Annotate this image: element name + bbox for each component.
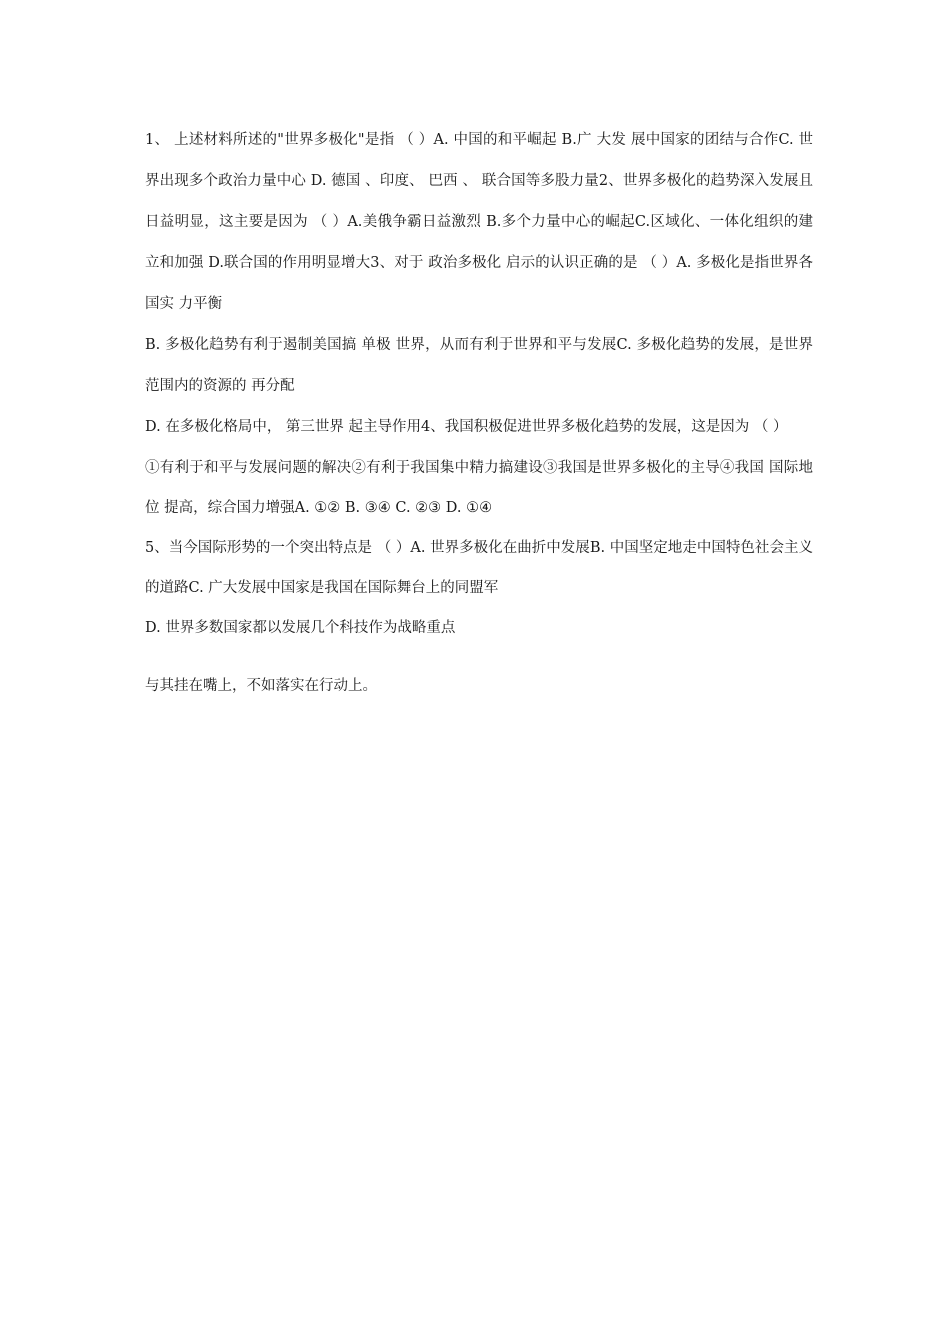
question-5-option-d-paragraph: D. 世界多数国家都以发展几个科技作为战略重点 — [145, 620, 456, 636]
motto-text: 与其挂在嘴上，不如落实在行动上。 — [145, 678, 377, 694]
question-5-paragraph: 5、当今国际形势的一个突出特点是 （ ）A. 世界多极化在曲折中发展B. 中国坚定地走中国特色社会主义的道路C. 广大发展中国家是我国在国际舞台上的同盟军 — [145, 540, 813, 596]
question-1-3-paragraph: 1、 上述材料所述的"世界多极化"是指 （ ）A. 中国的和平崛起 B.广 大发 展中国家的团结与合作C. 世界出现多个政治力量中心 D. 德国 、印度、 巴西 、 联合国等多股力量2、世界多极化的趋势深入发展且日益明显，这主要是因为 （ ）A.美俄争霸日益激烈 B.多个力量中心的崛起C.区域化、一体化组织的建立和加强 D.联合国的作用明显增大3、对于 政治多极化 启示的认识正确的是 （ ）A. 多极化是指世界各国实 力平衡 — [145, 132, 813, 312]
question-3-option-b-c-paragraph: B. 多极化趋势有利于遏制美国搞 单极 世界，从而有利于世界和平与发展C. 多极化趋势的发展，是世界范围内的资源的 再分配 — [145, 337, 813, 394]
question-4-paragraph: D. 在多极化格局中， 第三世界 起主导作用4、我国积极促进世界多极化趋势的发展，这是因为 （ ） — [145, 419, 788, 435]
question-4-options-paragraph: ①有利于和平与发展问题的解决②有利于我国集中精力搞建设③我国是世界多极化的主导④我国 国际地位 提高，综合国力增强A. ①② B. ③④ C. ②③ D. ①④ — [145, 460, 813, 516]
document-body — [145, 120, 813, 707]
